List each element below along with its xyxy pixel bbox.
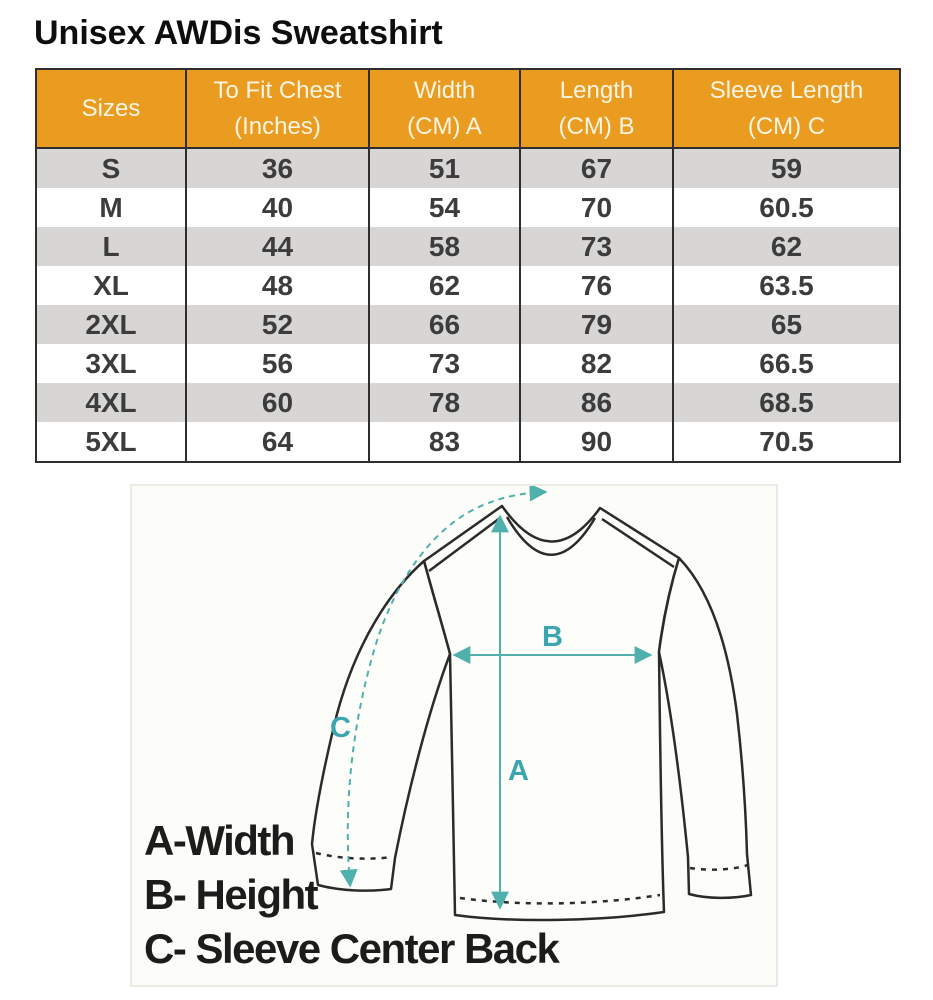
width-cell: 66 — [369, 305, 520, 344]
width-cell: 83 — [369, 422, 520, 462]
sleeve-cell: 60.5 — [673, 188, 900, 227]
legend-line-c: C- Sleeve Center Back — [144, 925, 559, 972]
sleeve-cell: 59 — [673, 148, 900, 188]
size-cell: S — [101, 152, 121, 184]
dimension-label-a: A — [508, 755, 529, 787]
length-cell: 76 — [520, 266, 673, 305]
header-row — [36, 69, 900, 148]
sweatshirt-right-sleeve — [659, 558, 751, 898]
table-row-xl — [36, 266, 900, 305]
diagram-legend — [144, 814, 558, 976]
table-row-l — [36, 227, 900, 266]
dimension-label-b: B — [542, 621, 563, 653]
col-header-width-line1: Width — [413, 76, 476, 104]
length-cell: 82 — [520, 344, 673, 383]
table-row-s — [36, 148, 900, 188]
col-header-width-line2: (CM) A — [407, 112, 482, 140]
measurement-diagram-box — [130, 484, 778, 987]
page-title: Unisex AWDis Sweatshirt — [34, 14, 443, 52]
table-row-2xl — [36, 305, 900, 344]
length-cell: 86 — [520, 383, 673, 422]
table-row-4xl — [36, 383, 900, 422]
col-header-sleeve-line1: Sleeve Length — [709, 76, 864, 104]
col-header-chest-line2: (Inches) — [234, 112, 321, 140]
sleeve-cell: 70.5 — [673, 422, 900, 462]
col-header-chest-line1: To Fit Chest — [213, 76, 342, 104]
sleeve-cell: 66.5 — [673, 344, 900, 383]
width-cell: 73 — [369, 344, 520, 383]
chest-cell: 44 — [186, 227, 369, 266]
col-header-chest — [186, 69, 369, 148]
chest-cell: 56 — [186, 344, 369, 383]
sleeve-cell: 68.5 — [673, 383, 900, 422]
size-cell: L — [102, 230, 120, 262]
legend-line-b: B- Height — [144, 871, 318, 918]
size-cell: 2XL — [85, 308, 137, 340]
size-cell: 3XL — [85, 347, 137, 379]
dimension-label-c: C — [330, 712, 351, 744]
length-cell: 73 — [520, 227, 673, 266]
size-cell: M — [99, 191, 123, 223]
col-header-sleeve-line2: (CM) C — [747, 112, 826, 140]
width-cell: 54 — [369, 188, 520, 227]
sleeve-cell: 65 — [673, 305, 900, 344]
col-header-sleeve — [673, 69, 900, 148]
col-header-length-line1: Length — [559, 76, 634, 104]
chest-cell: 36 — [186, 148, 369, 188]
col-header-width — [369, 69, 520, 148]
sleeve-cell: 63.5 — [673, 266, 900, 305]
length-cell: 90 — [520, 422, 673, 462]
chest-cell: 40 — [186, 188, 369, 227]
width-cell: 62 — [369, 266, 520, 305]
length-cell: 67 — [520, 148, 673, 188]
col-header-sizes — [36, 69, 186, 148]
col-header-sizes-label: Sizes — [81, 94, 141, 122]
size-chart-table-container — [35, 68, 901, 463]
chest-cell: 60 — [186, 383, 369, 422]
table-row-5xl — [36, 422, 900, 462]
width-cell: 51 — [369, 148, 520, 188]
size-cell: 5XL — [85, 425, 137, 457]
table-row-3xl — [36, 344, 900, 383]
width-cell: 58 — [369, 227, 520, 266]
length-cell: 70 — [520, 188, 673, 227]
chest-cell: 64 — [186, 422, 369, 462]
col-header-length — [520, 69, 673, 148]
sleeve-cell: 62 — [673, 227, 900, 266]
size-chart-table — [35, 68, 901, 463]
length-cell: 79 — [520, 305, 673, 344]
table-row-m — [36, 188, 900, 227]
size-cell: 4XL — [85, 386, 137, 418]
size-cell: XL — [93, 269, 129, 301]
width-cell: 78 — [369, 383, 520, 422]
legend-line-a: A-Width — [144, 817, 295, 864]
col-header-length-line2: (CM) B — [558, 112, 635, 140]
chest-cell: 52 — [186, 305, 369, 344]
chest-cell: 48 — [186, 266, 369, 305]
